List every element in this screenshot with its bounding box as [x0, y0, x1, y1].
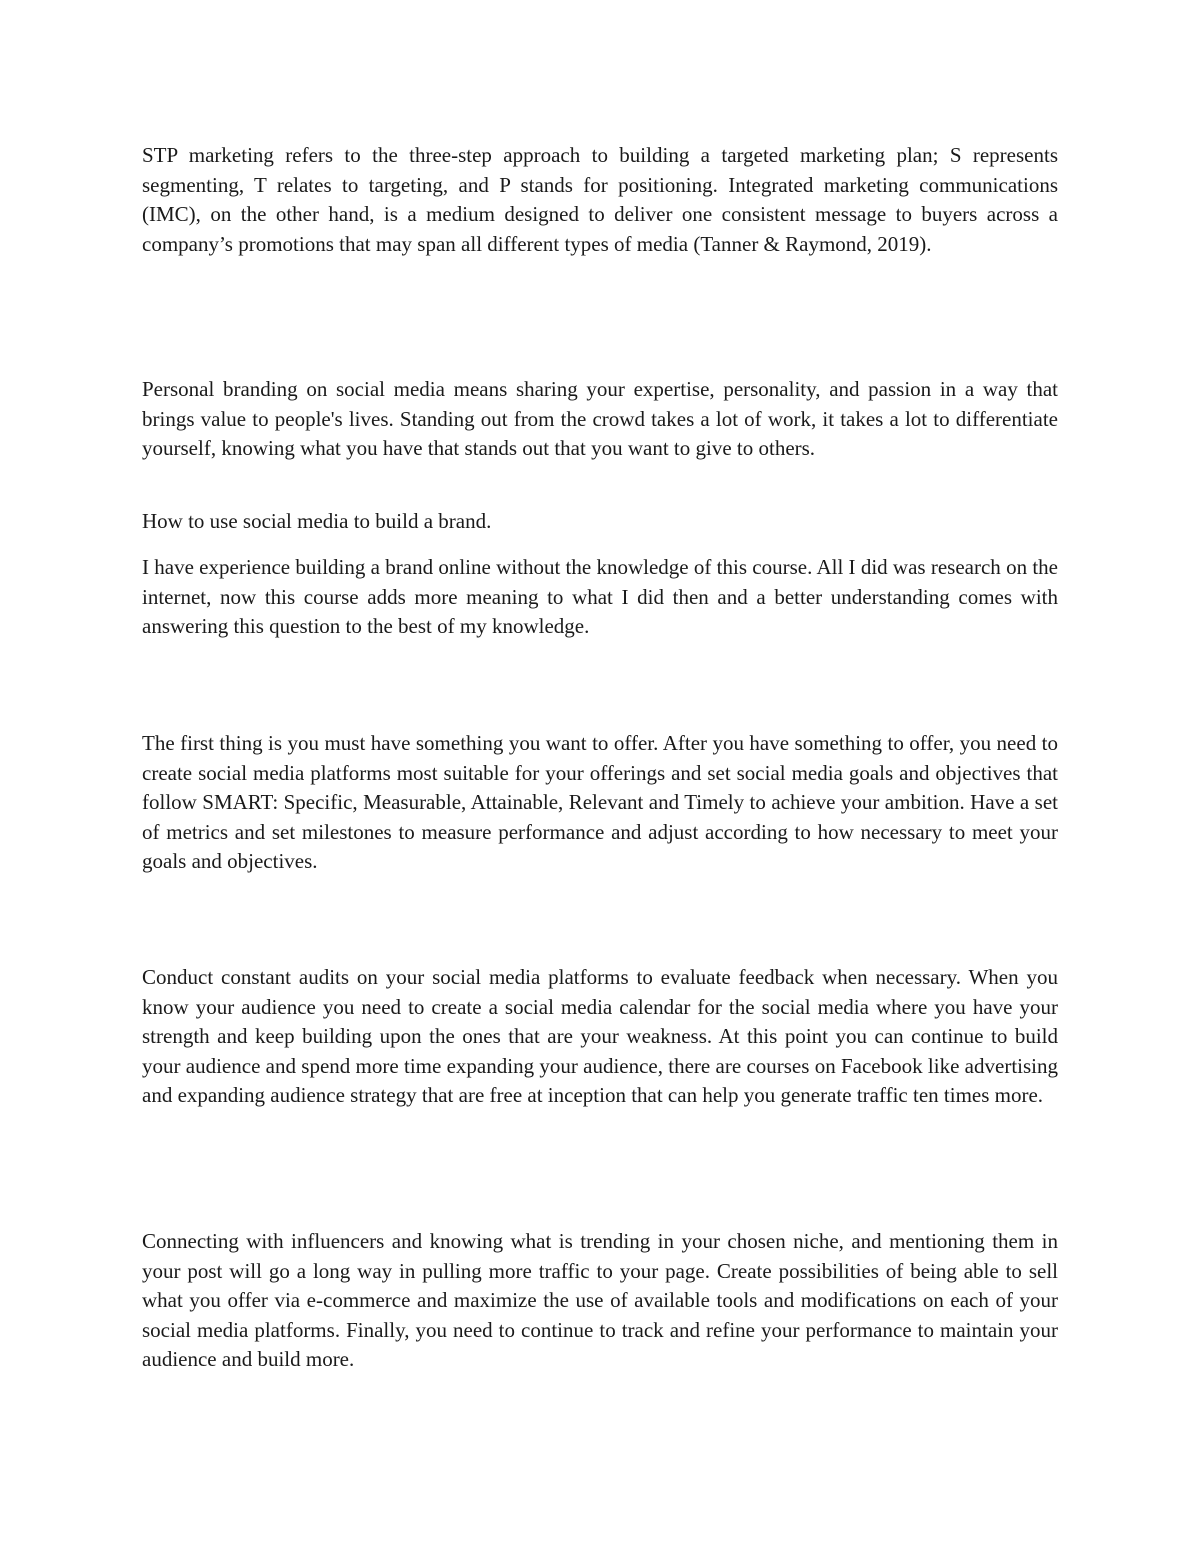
paragraph-influencers: Connecting with influencers and knowing what is trending in your chosen niche, and mentioning them in your post will go a long way in pulling more traffic to your page. Create possibilities of being able to sell what you offer via e-commerce and maximize the use of available tools and modifications on each of your social media platforms. Finally, you need to continue to track and refine your performance to maintain your audience and build more.: [142, 1229, 1058, 1371]
paragraph-how-to-heading: How to use social media to build a brand.: [142, 509, 492, 533]
paragraph-audits: Conduct constant audits on your social media platforms to evaluate feedback when necessary. When you know your audience you need to create a social media calendar for the social media where you have your strength and keep building upon the ones that are your weakness. At this point you can continue to build your audience and spend more time expanding your audience, there are courses on Facebook like advertising and expanding audience strategy that are free at inception that can help you generate traffic ten times more.: [142, 965, 1058, 1107]
paragraph-first-thing: The first thing is you must have something you want to offer. After you have something to offer, you need to create social media platforms most suitable for your offerings and set social media goals and objectives that follow SMART: Specific, Measurable, Attainable, Relevant and Timely to achieve your ambition. Have a set of metrics and set milestones to measure performance and adjust according to how necessary to meet your goals and objectives.: [142, 731, 1058, 873]
paragraph-personal-branding: Personal branding on social media means sharing your expertise, personality, and passion in a way that brings value to people's lives. Standing out from the crowd takes a lot of work, it takes a lot to differentiate yourself, knowing what you have that stands out that you want to give to others.: [142, 377, 1058, 460]
paragraph-experience: I have experience building a brand online without the knowledge of this course. All I did was research on the internet, now this course adds more meaning to what I did then and a better understanding comes with answering this question to the best of my knowledge.: [142, 555, 1058, 638]
paragraph-stp-imc: STP marketing refers to the three-step approach to building a targeted marketing plan; S represents segmenting, T relates to targeting, and P stands for positioning. Integrated marketing communications (IMC), on the other hand, is a medium designed to deliver one consistent message to buyers across a company’s promotions that may span all different types of media (Tanner & Raymond, 2019).: [142, 143, 1058, 256]
